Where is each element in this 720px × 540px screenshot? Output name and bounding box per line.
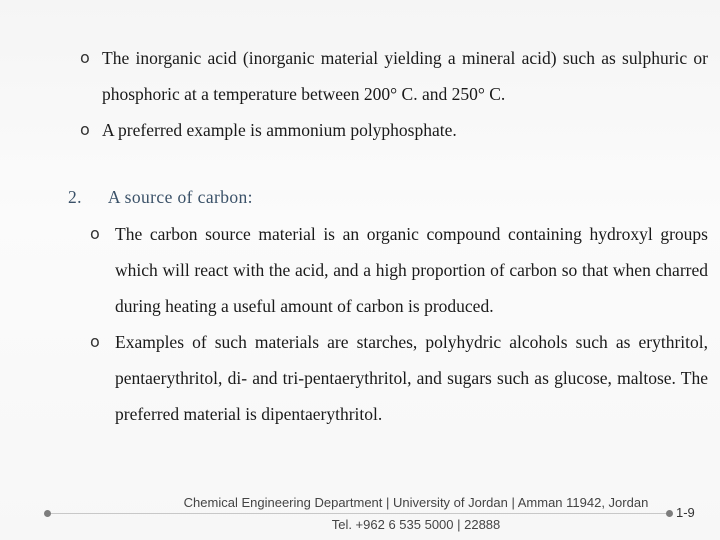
bullet-text: The inorganic acid (inorganic material yielding a mineral acid) such as sulphuric or phosphoric at a temperature between 200° C. and 250° C.	[102, 48, 708, 104]
bullet-item-examples	[115, 324, 708, 432]
bullet-marker: o	[80, 120, 90, 139]
divider-dot-left	[44, 510, 51, 517]
section-number: 2.	[68, 187, 82, 207]
bullet-item-carbon-source	[115, 216, 708, 324]
bullet-marker: o	[90, 224, 100, 243]
bullet-text: A preferred example is ammonium polyphosphate.	[102, 120, 457, 140]
section-title: A source of carbon:	[107, 187, 253, 207]
bullet-text: The carbon source material is an organic compound containing hydroxyl groups which will react with the acid, and a high proportion of carbon so that when charred during heating a useful amount of carbon is produced.	[115, 224, 708, 316]
bullet-marker: o	[80, 48, 90, 67]
footer	[176, 492, 656, 536]
footer-department: Chemical Engineering Department | University of Jordan | Amman 11942, Jordan	[183, 495, 649, 510]
section-heading	[68, 179, 253, 215]
footer-phone: Tel. +962 6 535 5000 | 22888	[331, 517, 501, 532]
bullet-item-ammonium-polyphosphate	[102, 112, 708, 148]
bullet-text: Examples of such materials are starches, polyhydric alcohols such as erythritol, pentaerythritol, di- and tri-pentaerythritol, and sugars such as glucose, maltose. The preferred material is dipentaerythritol.	[115, 332, 708, 424]
bullet-marker: o	[90, 332, 100, 351]
page-number: 1-9	[676, 505, 695, 520]
bullet-item-inorganic-acid	[102, 40, 708, 112]
divider-dot-right	[666, 510, 673, 517]
